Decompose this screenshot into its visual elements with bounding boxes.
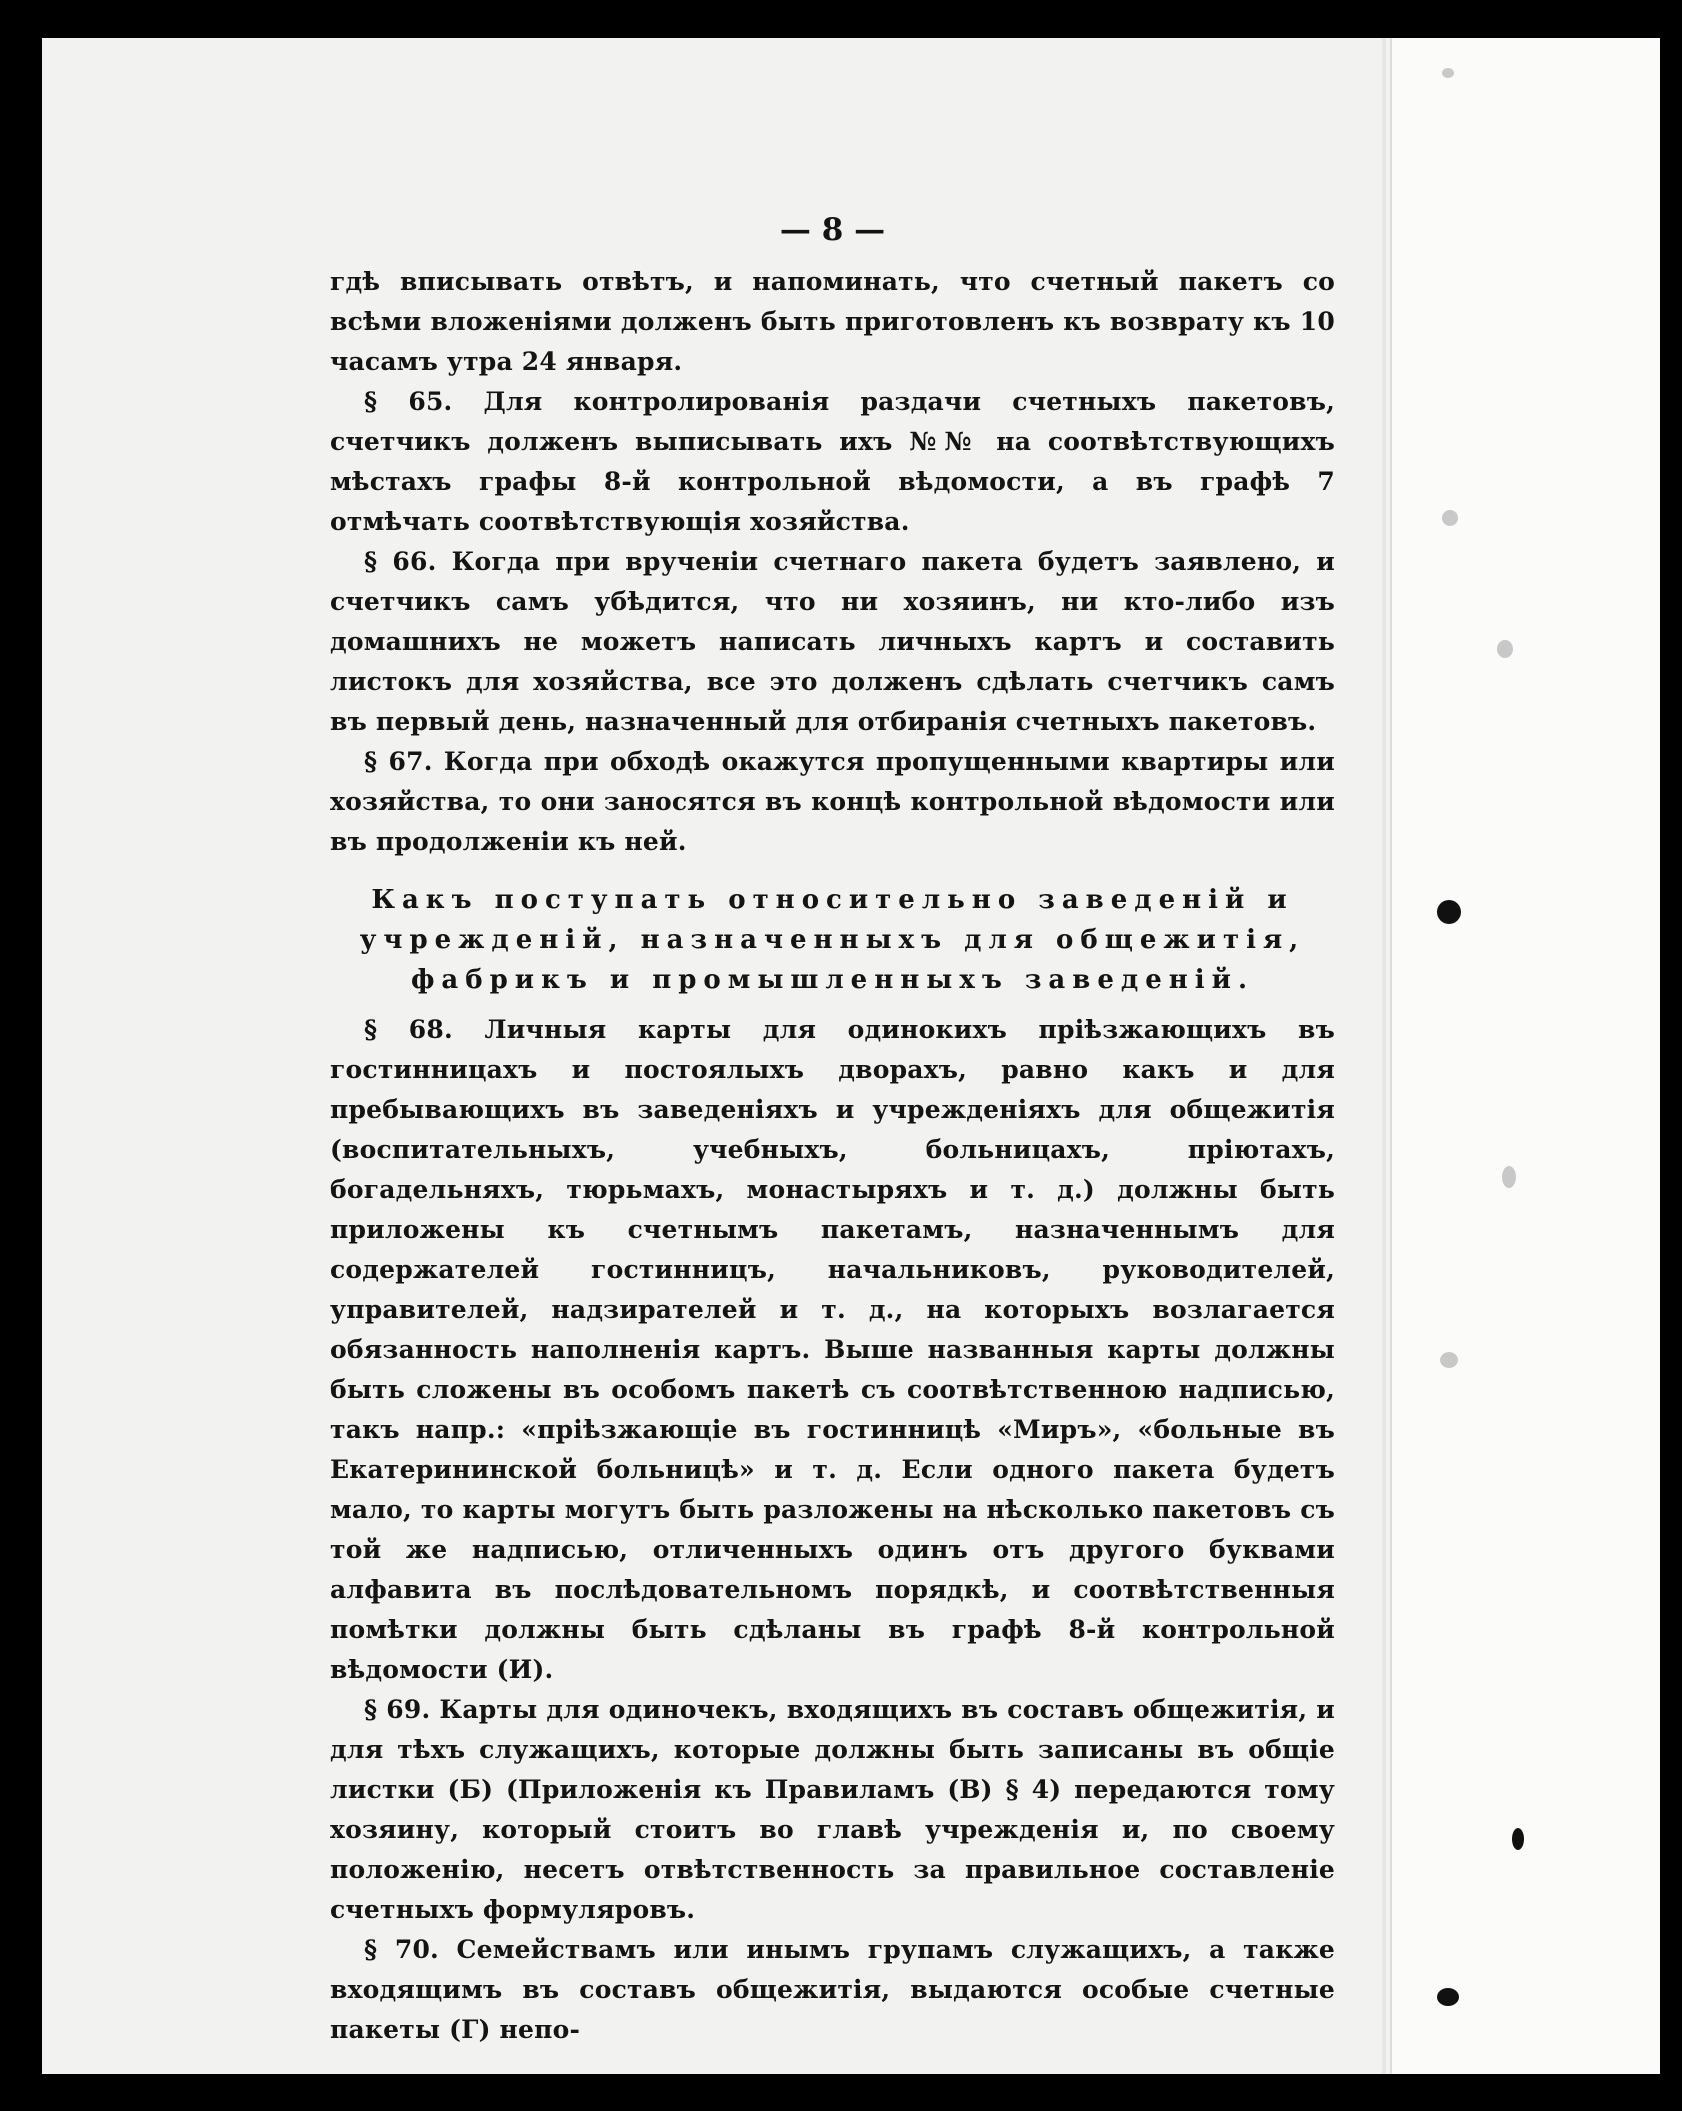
paragraph-68: § 68. Личныя карты для одинокихъ пріѣзжающихъ въ гостинницахъ и постоялыхъ дворахъ, равно какъ и для пребывающихъ въ заведеніяхъ и учрежденіяхъ для общежитія (воспитательныхъ, учебныхъ, больницахъ, пріютахъ, богадельняхъ, тюрьмахъ, монастыряхъ и т. д.) должны быть приложены къ счетнымъ пакетамъ, назначеннымъ для содержателей гостинницъ, начальниковъ, руководителей, управителей, надзирателей и т. д., на которыхъ возлагается обязанность наполненія картъ. Выше названныя карты должны быть сложены въ особомъ пакетѣ съ соотвѣтственною надписью, такъ напр.: «пріѣзжающіе въ гостинницѣ «Миръ», «больные въ Екатерининской больницѣ» и т. д. Если одного пакета будетъ мало, то карты могутъ быть разложены на нѣсколько пакетовъ съ той же надписью, отличенныхъ одинъ отъ другого буквами алфавита въ послѣдовательномъ порядкѣ, и соотвѣтственныя помѣтки должны быть сдѣланы въ графѣ 8-й контрольной вѣдомости (И).	[330, 1015, 1335, 1684]
section-heading-line-3: фабрикъ и промышленныхъ заведеній.	[410, 965, 1254, 995]
punch-hole-1	[1442, 68, 1454, 78]
punch-hole-3	[1497, 640, 1513, 658]
punch-hole-6	[1440, 1352, 1458, 1368]
punch-hole-7	[1512, 1828, 1524, 1850]
punch-hole-8	[1437, 1988, 1459, 2006]
punch-hole-5	[1502, 1166, 1516, 1188]
page-margin-strip	[1390, 38, 1660, 2074]
punch-hole-2	[1442, 510, 1458, 526]
section-heading-line-1: Какъ поступать относительно заведеній и	[371, 885, 1294, 915]
fold-line	[1382, 38, 1386, 2074]
paragraph-70: § 70. Семействамъ или инымъ групамъ служащихъ, а также входящимъ въ составъ общежитія, выдаются особые счетные пакеты (Г) непо-	[330, 1935, 1335, 2044]
paragraph-69: § 69. Карты для одиночекъ, входящихъ въ составъ общежитія, и для тѣхъ служащихъ, которые должны быть записаны въ общіе листки (Б) (Приложенія къ Правиламъ (В) § 4) передаются тому хозяину, который стоитъ во главѣ учрежденія и, по своему положенію, несетъ отвѣтственность за правильное составленіе счетныхъ формуляровъ.	[330, 1695, 1335, 1924]
paragraph-66: § 66. Когда при врученіи счетнаго пакета будетъ заявлено, и счетчикъ самъ убѣдится, что ни хозяинъ, ни кто-либо изъ домашнихъ не можетъ написать личныхъ картъ и составить листокъ для хозяйства, все это долженъ сдѣлать счетчикъ самъ въ первый день, назначенный для отбиранія счетныхъ пакетовъ.	[330, 547, 1335, 736]
paragraph-65: § 65. Для контролированія раздачи счетныхъ пакетовъ, счетчикъ долженъ выписывать ихъ №№ на соотвѣтствующихъ мѣстахъ графы 8-й контрольной вѣдомости, а въ графѣ 7 отмѣчать соотвѣтствующія хозяйства.	[330, 387, 1335, 536]
page-number: — 8 —	[779, 212, 886, 248]
punch-hole-4	[1437, 900, 1461, 924]
section-heading	[330, 880, 1335, 1000]
paragraph-67: § 67. Когда при обходѣ окажутся пропущенными квартиры или хозяйства, то они заносятся въ концѣ контрольной вѣдомости или въ продолженіи къ ней.	[330, 747, 1335, 856]
section-heading-line-2: учрежденій, назначенныхъ для общежитія,	[359, 925, 1306, 955]
document-body	[330, 210, 1335, 2050]
paragraph-continuation: гдѣ вписывать отвѣтъ, и напоминать, что счетный пакетъ со всѣми вложеніями долженъ быть приготовленъ къ возврату къ 10 часамъ утра 24 января.	[330, 267, 1335, 376]
